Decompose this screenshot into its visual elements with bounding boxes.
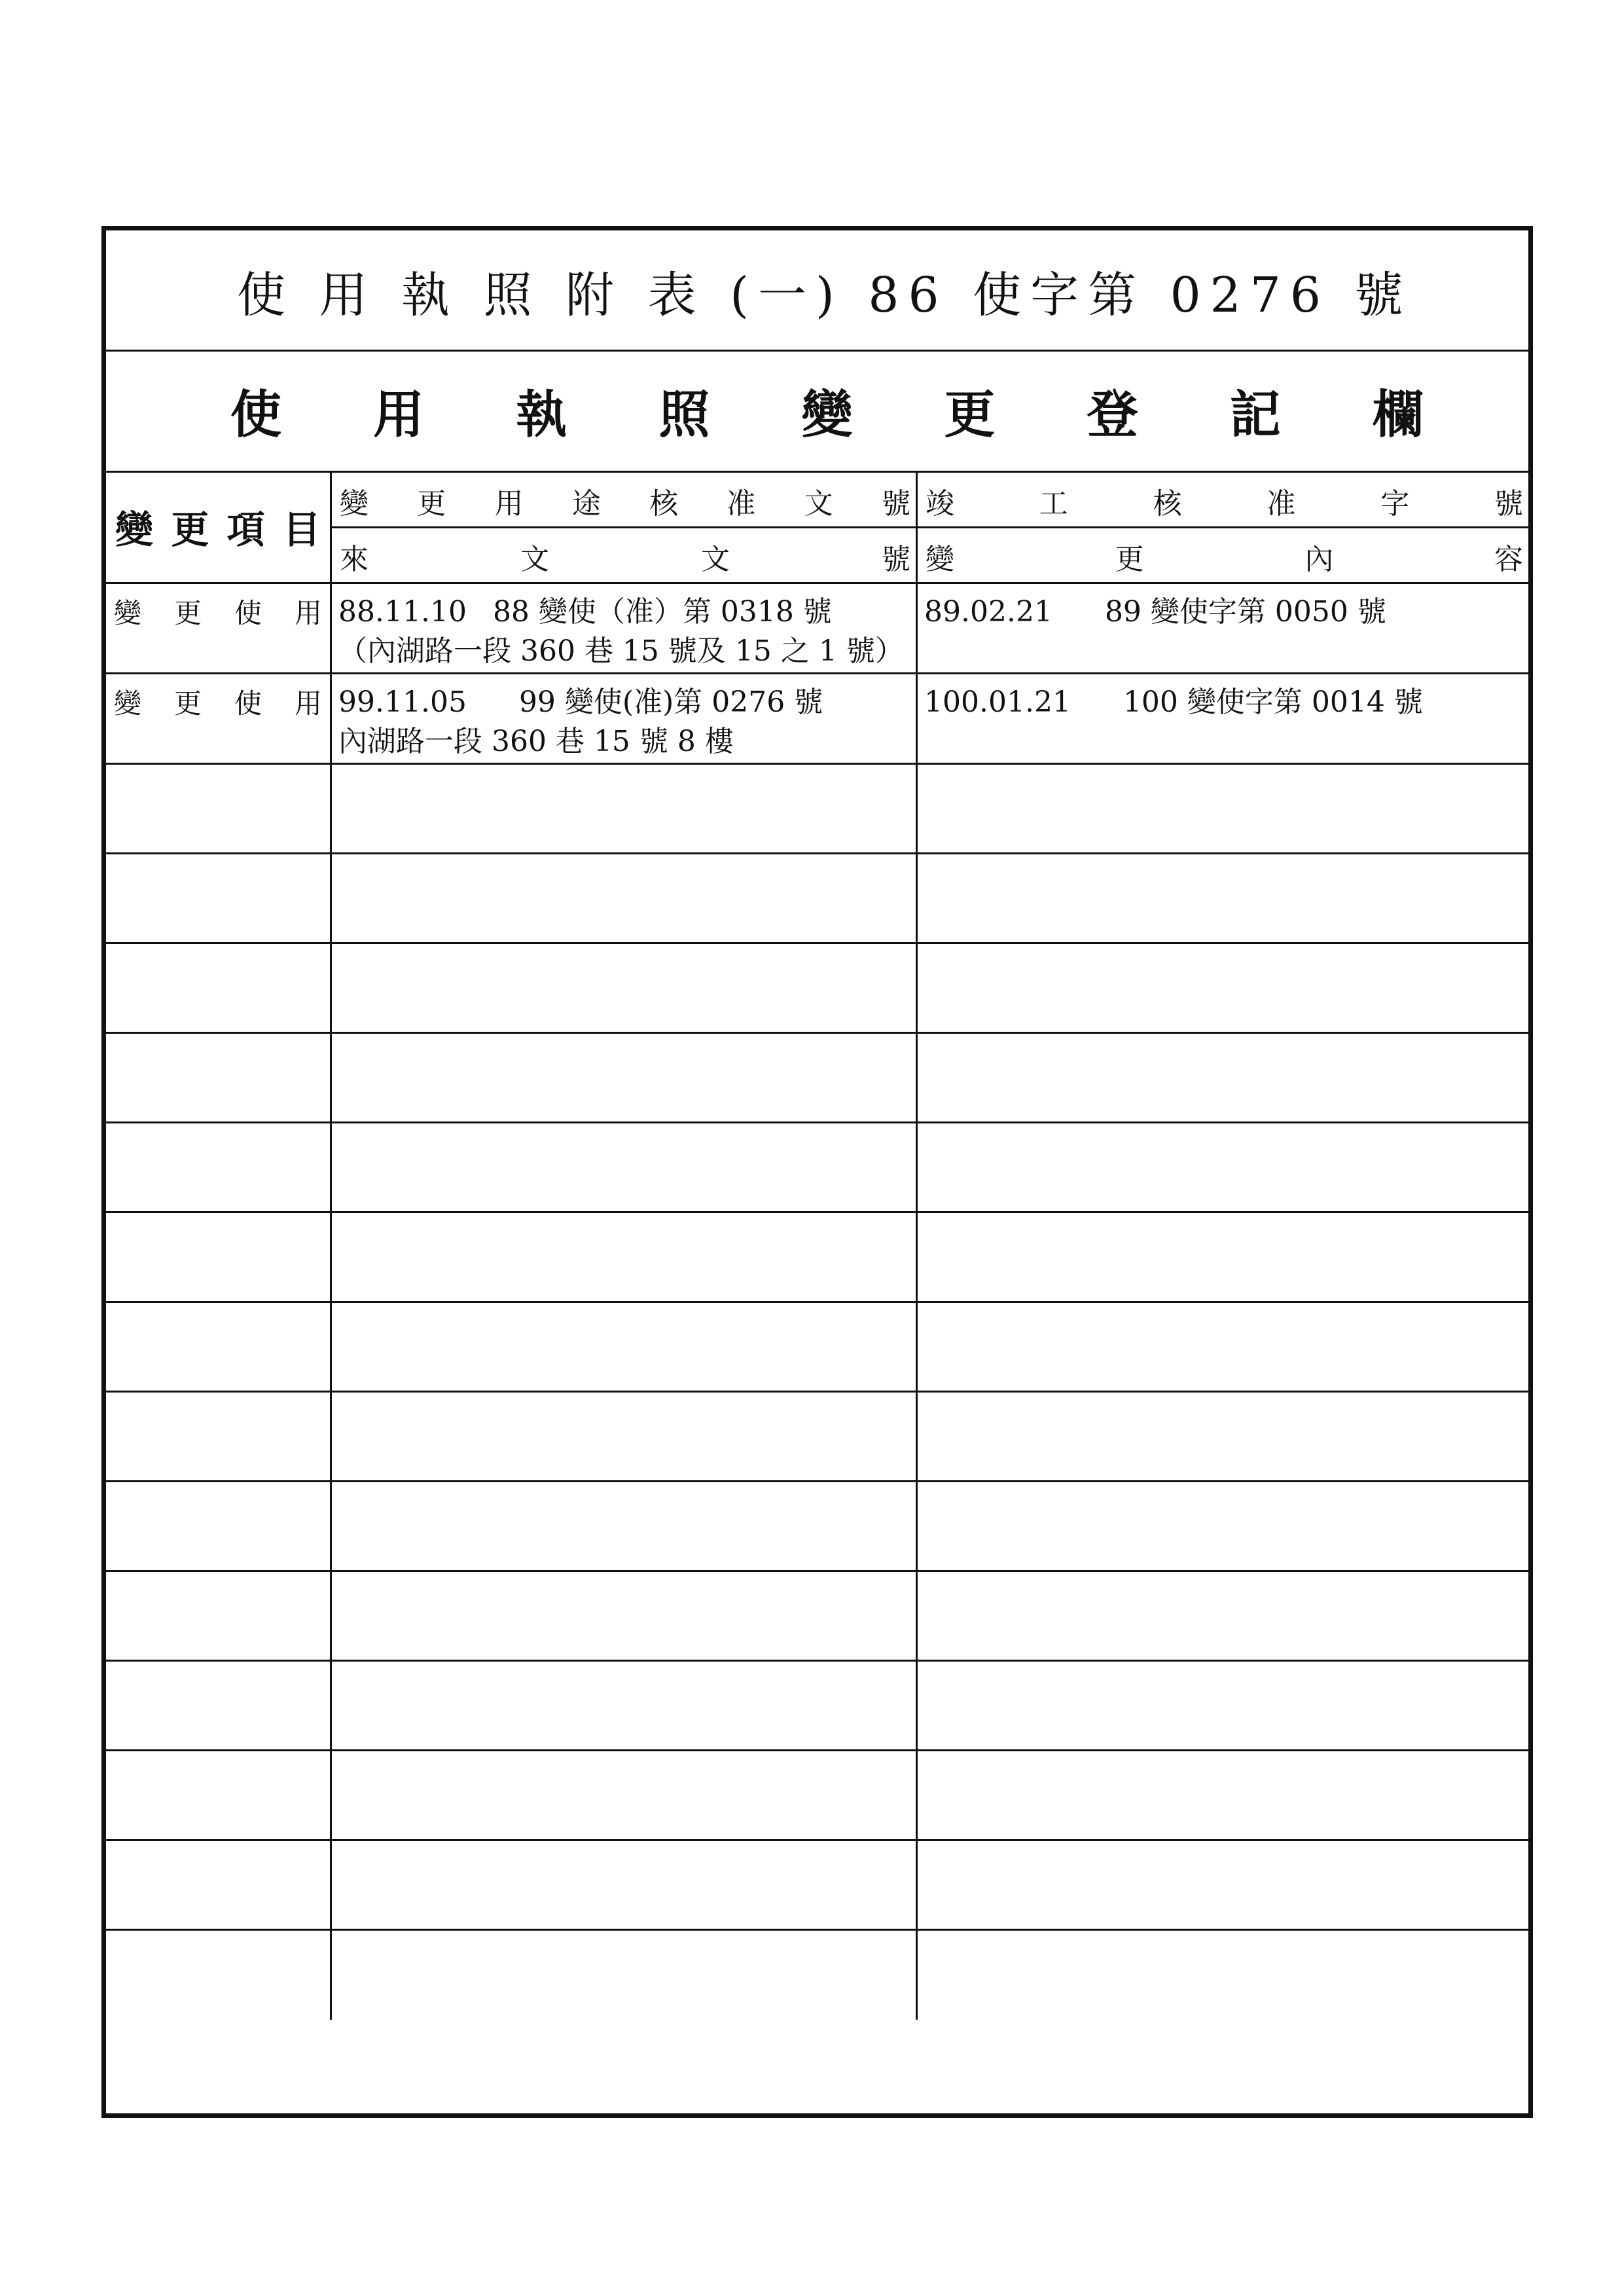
subtitle-char: 記: [1229, 385, 1281, 445]
approval-date: 88.11.10: [338, 595, 467, 629]
header-completion-doc: [918, 473, 1528, 582]
section-title: [230, 378, 1424, 443]
header-char: 准: [727, 486, 756, 520]
completion-date: 89.02.21: [924, 595, 1052, 629]
subtitle-char: 欄: [1372, 385, 1424, 445]
completion-doc-cell: [918, 1213, 1528, 1301]
completion-doc-number: 100 變使字第 0014 號: [1123, 685, 1423, 719]
header-char: 容: [1494, 542, 1523, 576]
header-char: 號: [882, 542, 910, 576]
change-item-cell: [106, 1213, 332, 1301]
table-row: [106, 584, 1528, 674]
subtitle-row: [106, 352, 1528, 473]
table-body: [106, 584, 1528, 2113]
header-char: 文: [520, 542, 549, 576]
table-row-empty: [106, 1393, 1528, 1482]
header-char: 更: [417, 486, 446, 520]
table-row-empty: [106, 1751, 1528, 1841]
header-char: 項: [226, 507, 265, 552]
approval-doc-cell: [332, 1213, 918, 1301]
table-row-empty: [106, 944, 1528, 1034]
table-row-empty: [106, 1841, 1528, 1931]
change-item-cell: [106, 944, 332, 1032]
approval-address: （內湖路一段 360 巷 15 號及 15 之 1 號）: [338, 634, 904, 668]
table-row-empty: [106, 1931, 1528, 2020]
header-char: 目: [282, 507, 321, 552]
change-item-cell: [106, 1572, 332, 1660]
completion-doc-cell: [918, 674, 1528, 763]
completion-doc-cell: [918, 854, 1528, 942]
page-title: 使 用 執 照 附 表 (一) 86 使字第 0276 號: [237, 267, 1412, 323]
approval-doc-cell: [332, 584, 918, 672]
completion-doc-cell: [918, 1393, 1528, 1480]
subtitle-char: 執: [516, 385, 567, 445]
change-item-cell: [106, 674, 332, 763]
header-char: 字: [1380, 486, 1410, 520]
subtitle-char: 登: [1087, 385, 1138, 445]
table-row-empty: [106, 1034, 1528, 1123]
header-approval-doc: [332, 473, 918, 582]
completion-doc-cell: [918, 1482, 1528, 1570]
header-char: 核: [649, 486, 679, 520]
completion-doc-cell: [918, 944, 1528, 1032]
header-char: 工: [1039, 486, 1068, 520]
table-row: [106, 674, 1528, 765]
change-item-cell: [106, 854, 332, 942]
change-item-cell: [106, 1123, 332, 1211]
completion-doc-cell: [918, 1123, 1528, 1211]
approval-doc-cell: [332, 1034, 918, 1121]
item-char: 使: [234, 687, 262, 720]
item-char: 使: [234, 596, 262, 629]
table-row-empty: [106, 1303, 1528, 1393]
title-row: [106, 230, 1528, 352]
approval-doc-cell: [332, 1572, 918, 1660]
header-char: 竣: [926, 486, 954, 520]
header-char: 核: [1153, 486, 1182, 520]
change-item-cell: [106, 1034, 332, 1121]
header-char: 文: [701, 542, 730, 576]
table-row-empty: [106, 854, 1528, 944]
subtitle-char: 更: [944, 385, 996, 445]
change-item-cell: [106, 584, 332, 672]
approval-doc-cell: [332, 674, 918, 763]
header-char: 來: [340, 542, 369, 576]
completion-doc-cell: [918, 1751, 1528, 1839]
item-char: 用: [294, 687, 322, 720]
completion-doc-cell: [918, 1572, 1528, 1660]
header-char: 號: [1494, 486, 1523, 520]
header-change-item: [106, 473, 332, 582]
approval-doc-number: 99 變使(准)第 0276 號: [518, 685, 823, 719]
table-header: [106, 473, 1528, 584]
change-item-cell: [106, 1482, 332, 1570]
item-char: 更: [173, 687, 202, 720]
header-char: 用: [494, 486, 524, 520]
approval-doc-number: 88 變使（准）第 0318 號: [492, 595, 832, 629]
table-row-empty: [106, 765, 1528, 854]
header-char: 變: [926, 542, 954, 576]
header-char: 准: [1267, 486, 1296, 520]
approval-address: 內湖路一段 360 巷 15 號 8 樓: [338, 725, 734, 758]
table-row-empty: [106, 1213, 1528, 1303]
header-char: 文: [804, 486, 833, 520]
approval-doc-cell: [332, 1931, 918, 2020]
change-item-cell: [106, 1931, 332, 2020]
approval-doc-cell: [332, 1751, 918, 1839]
license-table: [101, 226, 1533, 2118]
item-char: 用: [294, 596, 322, 629]
approval-date: 99.11.05: [338, 685, 467, 719]
completion-doc-number: 89 變使字第 0050 號: [1104, 595, 1386, 629]
subtitle-char: 照: [658, 385, 710, 445]
table-row-empty: [106, 1482, 1528, 1572]
approval-doc-cell: [332, 1482, 918, 1570]
completion-date: 100.01.21: [924, 685, 1071, 719]
approval-doc-cell: [332, 765, 918, 852]
table-row-empty: [106, 1572, 1528, 1662]
item-char: 更: [173, 596, 202, 629]
subtitle-char: 使: [230, 385, 282, 445]
change-item-cell: [106, 1751, 332, 1839]
item-char: 變: [114, 687, 142, 720]
header-char: 內: [1304, 542, 1334, 576]
header-char: 更: [171, 507, 209, 552]
approval-doc-cell: [332, 1303, 918, 1391]
header-char: 途: [571, 486, 601, 520]
completion-doc-cell: [918, 1034, 1528, 1121]
item-char: 變: [114, 596, 142, 629]
completion-doc-cell: [918, 1841, 1528, 1929]
table-row-empty: [106, 1662, 1528, 1751]
approval-doc-cell: [332, 944, 918, 1032]
change-item-cell: [106, 1662, 332, 1749]
header-char: 號: [881, 486, 910, 520]
change-item-cell: [106, 1303, 332, 1391]
change-item-cell: [106, 1841, 332, 1929]
header-char: 變: [115, 507, 154, 552]
approval-doc-cell: [332, 854, 918, 942]
approval-doc-cell: [332, 1123, 918, 1211]
subtitle-char: 變: [801, 385, 853, 445]
header-char: 變: [340, 486, 369, 520]
approval-doc-cell: [332, 1393, 918, 1480]
completion-doc-cell: [918, 1303, 1528, 1391]
completion-doc-cell: [918, 1931, 1528, 2020]
completion-doc-cell: [918, 1662, 1528, 1749]
subtitle-char: 用: [373, 385, 425, 445]
approval-doc-cell: [332, 1662, 918, 1749]
approval-doc-cell: [332, 1841, 918, 1929]
table-row-empty: [106, 1123, 1528, 1213]
completion-doc-cell: [918, 584, 1528, 672]
header-char: 更: [1115, 542, 1144, 576]
change-item-cell: [106, 765, 332, 852]
completion-doc-cell: [918, 765, 1528, 852]
change-item-cell: [106, 1393, 332, 1480]
